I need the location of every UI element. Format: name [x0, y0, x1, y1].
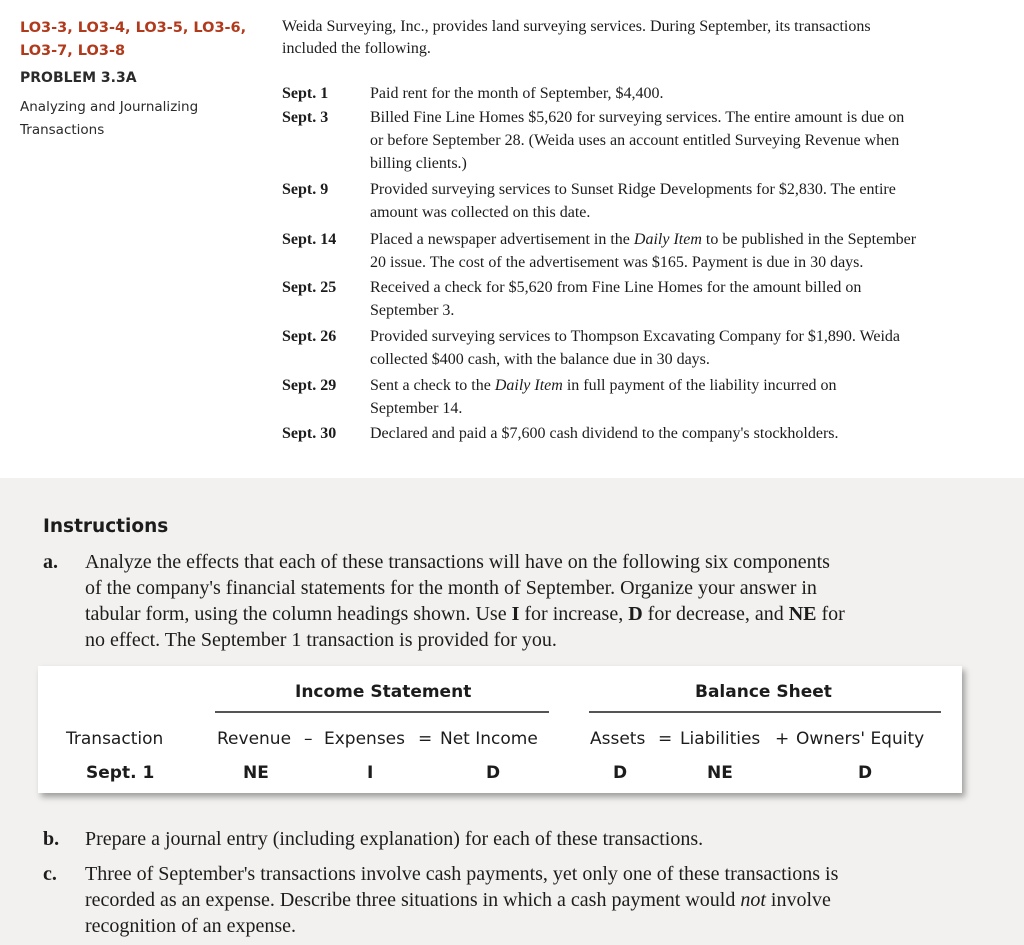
- transaction-line: Declared and paid a $7,600 cash dividend to the company's stockholders.: [370, 425, 839, 442]
- transaction-description: [370, 422, 1020, 445]
- col-expenses: Expenses: [324, 729, 405, 749]
- row-owners-equity: D: [858, 763, 873, 783]
- instruction-line: recorded as an expense. Describe three situations in which a cash payment would not involve: [85, 889, 831, 911]
- transaction-line: Provided surveying services to Sunset Ridge Developments for $2,830. The entire: [370, 181, 896, 198]
- lo-line-1: LO3-3, LO3-4, LO3-5, LO3-6,: [20, 20, 247, 36]
- row-assets: D: [613, 763, 628, 783]
- effects-table: [38, 666, 962, 793]
- transaction-line: Billed Fine Line Homes $5,620 for surveying services. The entire amount is due on: [370, 109, 905, 126]
- intro-line-1: Weida Surveying, Inc., provides land surveying services. During September, its transactions: [282, 18, 871, 35]
- transaction-line: Sent a check to the Daily Item in full payment of the liability incurred on: [370, 377, 837, 394]
- transaction-line: Received a check for $5,620 from Fine Line Homes for the amount billed on: [370, 279, 862, 296]
- problem-intro: [282, 16, 1022, 60]
- col-net-income: Net Income: [440, 729, 538, 749]
- learning-objectives: [20, 17, 260, 63]
- transaction-description: [370, 276, 1020, 322]
- equals-sign-1: =: [418, 729, 433, 749]
- transaction-date: Sept. 30: [282, 425, 337, 442]
- transaction-description: [370, 325, 1020, 371]
- problem-title-line-2: Transactions: [20, 122, 105, 138]
- instruction-a-label: a.: [43, 551, 58, 573]
- transaction-date: Sept. 3: [282, 109, 329, 126]
- transaction-description: [370, 374, 1020, 420]
- transaction-line: Provided surveying services to Thompson Excavating Company for $1,890. Weida: [370, 328, 901, 345]
- row-expenses: I: [367, 763, 374, 783]
- lo-line-2: LO3-7, LO3-8: [20, 43, 126, 59]
- equals-sign-2: =: [658, 729, 673, 749]
- transaction-date: Sept. 14: [282, 231, 337, 248]
- transaction-description: [370, 178, 1020, 224]
- intro-line-2: included the following.: [282, 40, 431, 57]
- balance-sheet-rule: [589, 711, 941, 713]
- balance-sheet-heading: Balance Sheet: [695, 682, 832, 702]
- transaction-line: amount was collected on this date.: [370, 204, 591, 221]
- instruction-line: no effect. The September 1 transaction is provided for you.: [85, 629, 557, 651]
- col-liabilities: Liabilities: [680, 729, 761, 749]
- transaction-date: Sept. 9: [282, 181, 329, 198]
- instruction-line: of the company's financial statements for the month of September. Organize your answer in: [85, 577, 817, 599]
- transaction-line: billing clients.): [370, 155, 467, 172]
- instruction-line: recognition of an expense.: [85, 915, 297, 937]
- instruction-line: Analyze the effects that each of these transactions will have on the following six components: [85, 551, 830, 573]
- transaction-date: Sept. 26: [282, 328, 337, 345]
- col-owners-equity: Owners' Equity: [796, 729, 925, 749]
- transaction-description: [370, 228, 1020, 274]
- transaction-line: 20 issue. The cost of the advertisement was $165. Payment is due in 30 days.: [370, 254, 864, 271]
- plus-sign: +: [775, 729, 790, 749]
- col-assets: Assets: [590, 729, 646, 749]
- transaction-line: September 14.: [370, 400, 463, 417]
- instruction-b-label: b.: [43, 828, 60, 850]
- instruction-line: Three of September's transactions involve cash payments, yet only one of these transactions is: [85, 863, 839, 885]
- instruction-line: Prepare a journal entry (including explanation) for each of these transactions.: [85, 828, 704, 850]
- income-statement-heading: Income Statement: [295, 682, 472, 702]
- instructions-heading: Instructions: [43, 516, 169, 537]
- transaction-line: collected $400 cash, with the balance due in 30 days.: [370, 351, 710, 368]
- transaction-line: or before September 28. (Weida uses an account entitled Surveying Revenue when: [370, 132, 900, 149]
- problem-number: PROBLEM 3.3A: [20, 70, 137, 86]
- problem-title: [20, 96, 260, 142]
- problem-title-line-1: Analyzing and Journalizing: [20, 99, 199, 115]
- minus-sign: –: [304, 729, 313, 749]
- row-net-income: D: [486, 763, 501, 783]
- transaction-line: Paid rent for the month of September, $4,400.: [370, 85, 664, 102]
- row-liabilities: NE: [707, 763, 733, 783]
- instruction-c-text: [85, 861, 838, 939]
- transaction-description: [370, 106, 1020, 175]
- col-transaction: Transaction: [66, 729, 164, 749]
- row-transaction: Sept. 1: [86, 763, 155, 783]
- income-statement-rule: [215, 711, 549, 713]
- transaction-date: Sept. 1: [282, 85, 329, 102]
- transaction-line: September 3.: [370, 302, 455, 319]
- instruction-b-text: [85, 826, 703, 852]
- transaction-line: Placed a newspaper advertisement in the Daily Item to be published in the September: [370, 231, 917, 248]
- row-revenue: NE: [243, 763, 269, 783]
- instruction-line: tabular form, using the column headings shown. Use I for increase, D for decrease, and NE for: [85, 603, 845, 625]
- instruction-a-text: [85, 549, 845, 653]
- col-revenue: Revenue: [217, 729, 292, 749]
- instruction-c-label: c.: [43, 863, 57, 885]
- transaction-description: [370, 82, 1020, 105]
- transaction-date: Sept. 29: [282, 377, 337, 394]
- transaction-date: Sept. 25: [282, 279, 337, 296]
